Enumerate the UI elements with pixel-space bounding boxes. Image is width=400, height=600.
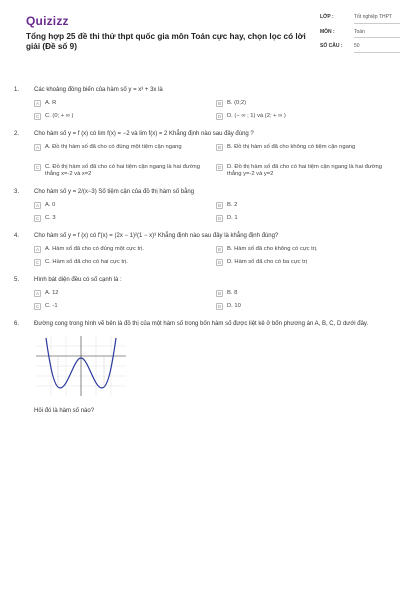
option-letter: C [35, 114, 40, 119]
question-1 [14, 86, 386, 120]
quizizz-logo: Quizizz [26, 14, 69, 28]
meta-key: SỐ CÂU : [320, 43, 343, 49]
question-text: Cho hàm số y = f (x) có lim f(x) = −2 và lim f(x) = 2 Khẳng định nào sau đây đúng ? [34, 131, 254, 137]
option-text: C. Hàm số đã cho có hai cực trị. [45, 259, 128, 265]
question-4 [14, 232, 386, 266]
option-text: A. Hàm số đã cho có đúng một cực trị. [45, 246, 144, 252]
option-text: C. (0; + ∞ ) [45, 113, 74, 119]
option-letter: C [35, 216, 40, 221]
option-b[interactable] [216, 202, 386, 209]
option-d[interactable] [216, 259, 386, 266]
meta-key: LỚP : [320, 14, 334, 20]
question-number: 2. [14, 131, 20, 137]
meta-value: 50 [354, 43, 400, 53]
question-text: Đường cong trong hình vẽ bên là đồ thị của một hàm số trong bốn hàm số được liệt kê ở bốn phương án A, B, C, D dưới đây. [34, 321, 369, 327]
question-text: Các khoảng đồng biến của hàm số y = x³ + 3x là [34, 87, 163, 93]
option-text: D. 10 [227, 303, 241, 309]
question-6 [14, 320, 386, 414]
option-c[interactable] [34, 215, 204, 222]
option-text: A. Đồ thị hàm số đã cho có đúng một tiệm cận ngang [45, 144, 182, 150]
question-5 [14, 276, 386, 310]
option-letter: D [217, 165, 222, 170]
option-a[interactable] [34, 100, 204, 107]
question-text: Hình bát diện đều có số cạnh là : [34, 277, 122, 283]
question-number: 3. [14, 189, 20, 195]
option-text: D. 1 [227, 215, 238, 221]
function-graph [36, 336, 126, 396]
option-text: A. R [45, 100, 57, 106]
option-letter: B [217, 145, 221, 150]
question-3 [14, 188, 386, 222]
option-b[interactable] [216, 144, 386, 158]
meta-panel [320, 14, 400, 58]
option-letter: D [217, 114, 222, 119]
option-text: C. 3 [45, 215, 56, 221]
meta-row-subject [320, 29, 400, 39]
question-number: 5. [14, 277, 20, 283]
option-letter: A [35, 291, 39, 296]
question-number: 1. [14, 87, 20, 93]
option-text: B. (0;2) [227, 100, 247, 106]
document-title: Tổng hợp 25 đề thi thử thpt quốc gia môn Toán cực hay, chọn lọc có lời giải (Đề số 9) [26, 32, 306, 51]
meta-key: MÔN : [320, 28, 335, 35]
meta-value: Tốt nghiệp THPT [354, 14, 400, 24]
option-c[interactable] [34, 303, 204, 310]
option-d[interactable] [216, 113, 386, 120]
option-d[interactable] [216, 164, 386, 178]
option-letter: A [35, 203, 39, 208]
question-list [14, 86, 386, 424]
question-number: 4. [14, 233, 20, 239]
meta-row-count [320, 43, 400, 53]
option-letter: C [35, 260, 40, 265]
question-2 [14, 130, 386, 178]
option-letter: A [35, 145, 39, 150]
option-b[interactable] [216, 290, 386, 297]
option-letter: B [217, 247, 221, 252]
meta-row-class [320, 14, 400, 24]
option-d[interactable] [216, 303, 386, 310]
option-letter: C [35, 304, 40, 309]
option-text: D. Đồ thị hàm số đã cho có hai tiệm cận ngang là hai đường thẳng y=-2 và y=2 [227, 164, 382, 177]
option-letter: C [35, 165, 40, 170]
option-a[interactable] [34, 246, 204, 253]
option-letter: D [217, 260, 222, 265]
option-text: A. 12 [45, 290, 59, 296]
option-text: B. Hàm số đã cho không có cực trị. [227, 246, 318, 252]
option-a[interactable] [34, 290, 204, 297]
option-text: B. Đồ thị hàm số đã cho không có tiệm cận ngang [227, 144, 356, 150]
option-b[interactable] [216, 100, 386, 107]
option-c[interactable] [34, 259, 204, 266]
option-b[interactable] [216, 246, 386, 253]
option-letter: D [217, 216, 222, 221]
question-text: Cho hàm số y = 2/(x−3) Số tiệm cận của đồ thị hàm số bằng [34, 189, 195, 195]
option-c[interactable] [34, 164, 204, 178]
option-letter: B [217, 291, 221, 296]
option-a[interactable] [34, 144, 204, 158]
option-c[interactable] [34, 113, 204, 120]
option-text: D. (− ∞ ; 1) và (2; + ∞ ) [227, 113, 286, 119]
option-letter: A [35, 247, 39, 252]
option-text: B. 8 [227, 290, 238, 296]
option-text: C. Đồ thị hàm số đã cho có hai tiệm cận ngang là hai đường thẳng x=-2 và x=2 [45, 164, 200, 177]
option-text: B. 2 [227, 202, 238, 208]
followup-text: Hỏi đó là hàm số nào? [34, 408, 95, 414]
option-text: C. -1 [45, 303, 58, 309]
meta-value: Toán [354, 29, 400, 39]
worksheet-header [12, 0, 392, 78]
option-d[interactable] [216, 215, 386, 222]
option-letter: A [35, 101, 39, 106]
question-text: Cho hàm số y = f (x) có f′(x) = (2x − 1)²(1 − x)³ Khẳng định nào sau đây là khẳng định đúng? [34, 233, 279, 239]
option-text: A. 0 [45, 202, 56, 208]
option-letter: B [217, 203, 221, 208]
question-number: 6. [14, 321, 20, 327]
option-text: D. Hàm số đã cho có ba cực trị [227, 259, 307, 265]
option-a[interactable] [34, 202, 204, 209]
option-letter: D [217, 304, 222, 309]
option-letter: B [217, 101, 221, 106]
